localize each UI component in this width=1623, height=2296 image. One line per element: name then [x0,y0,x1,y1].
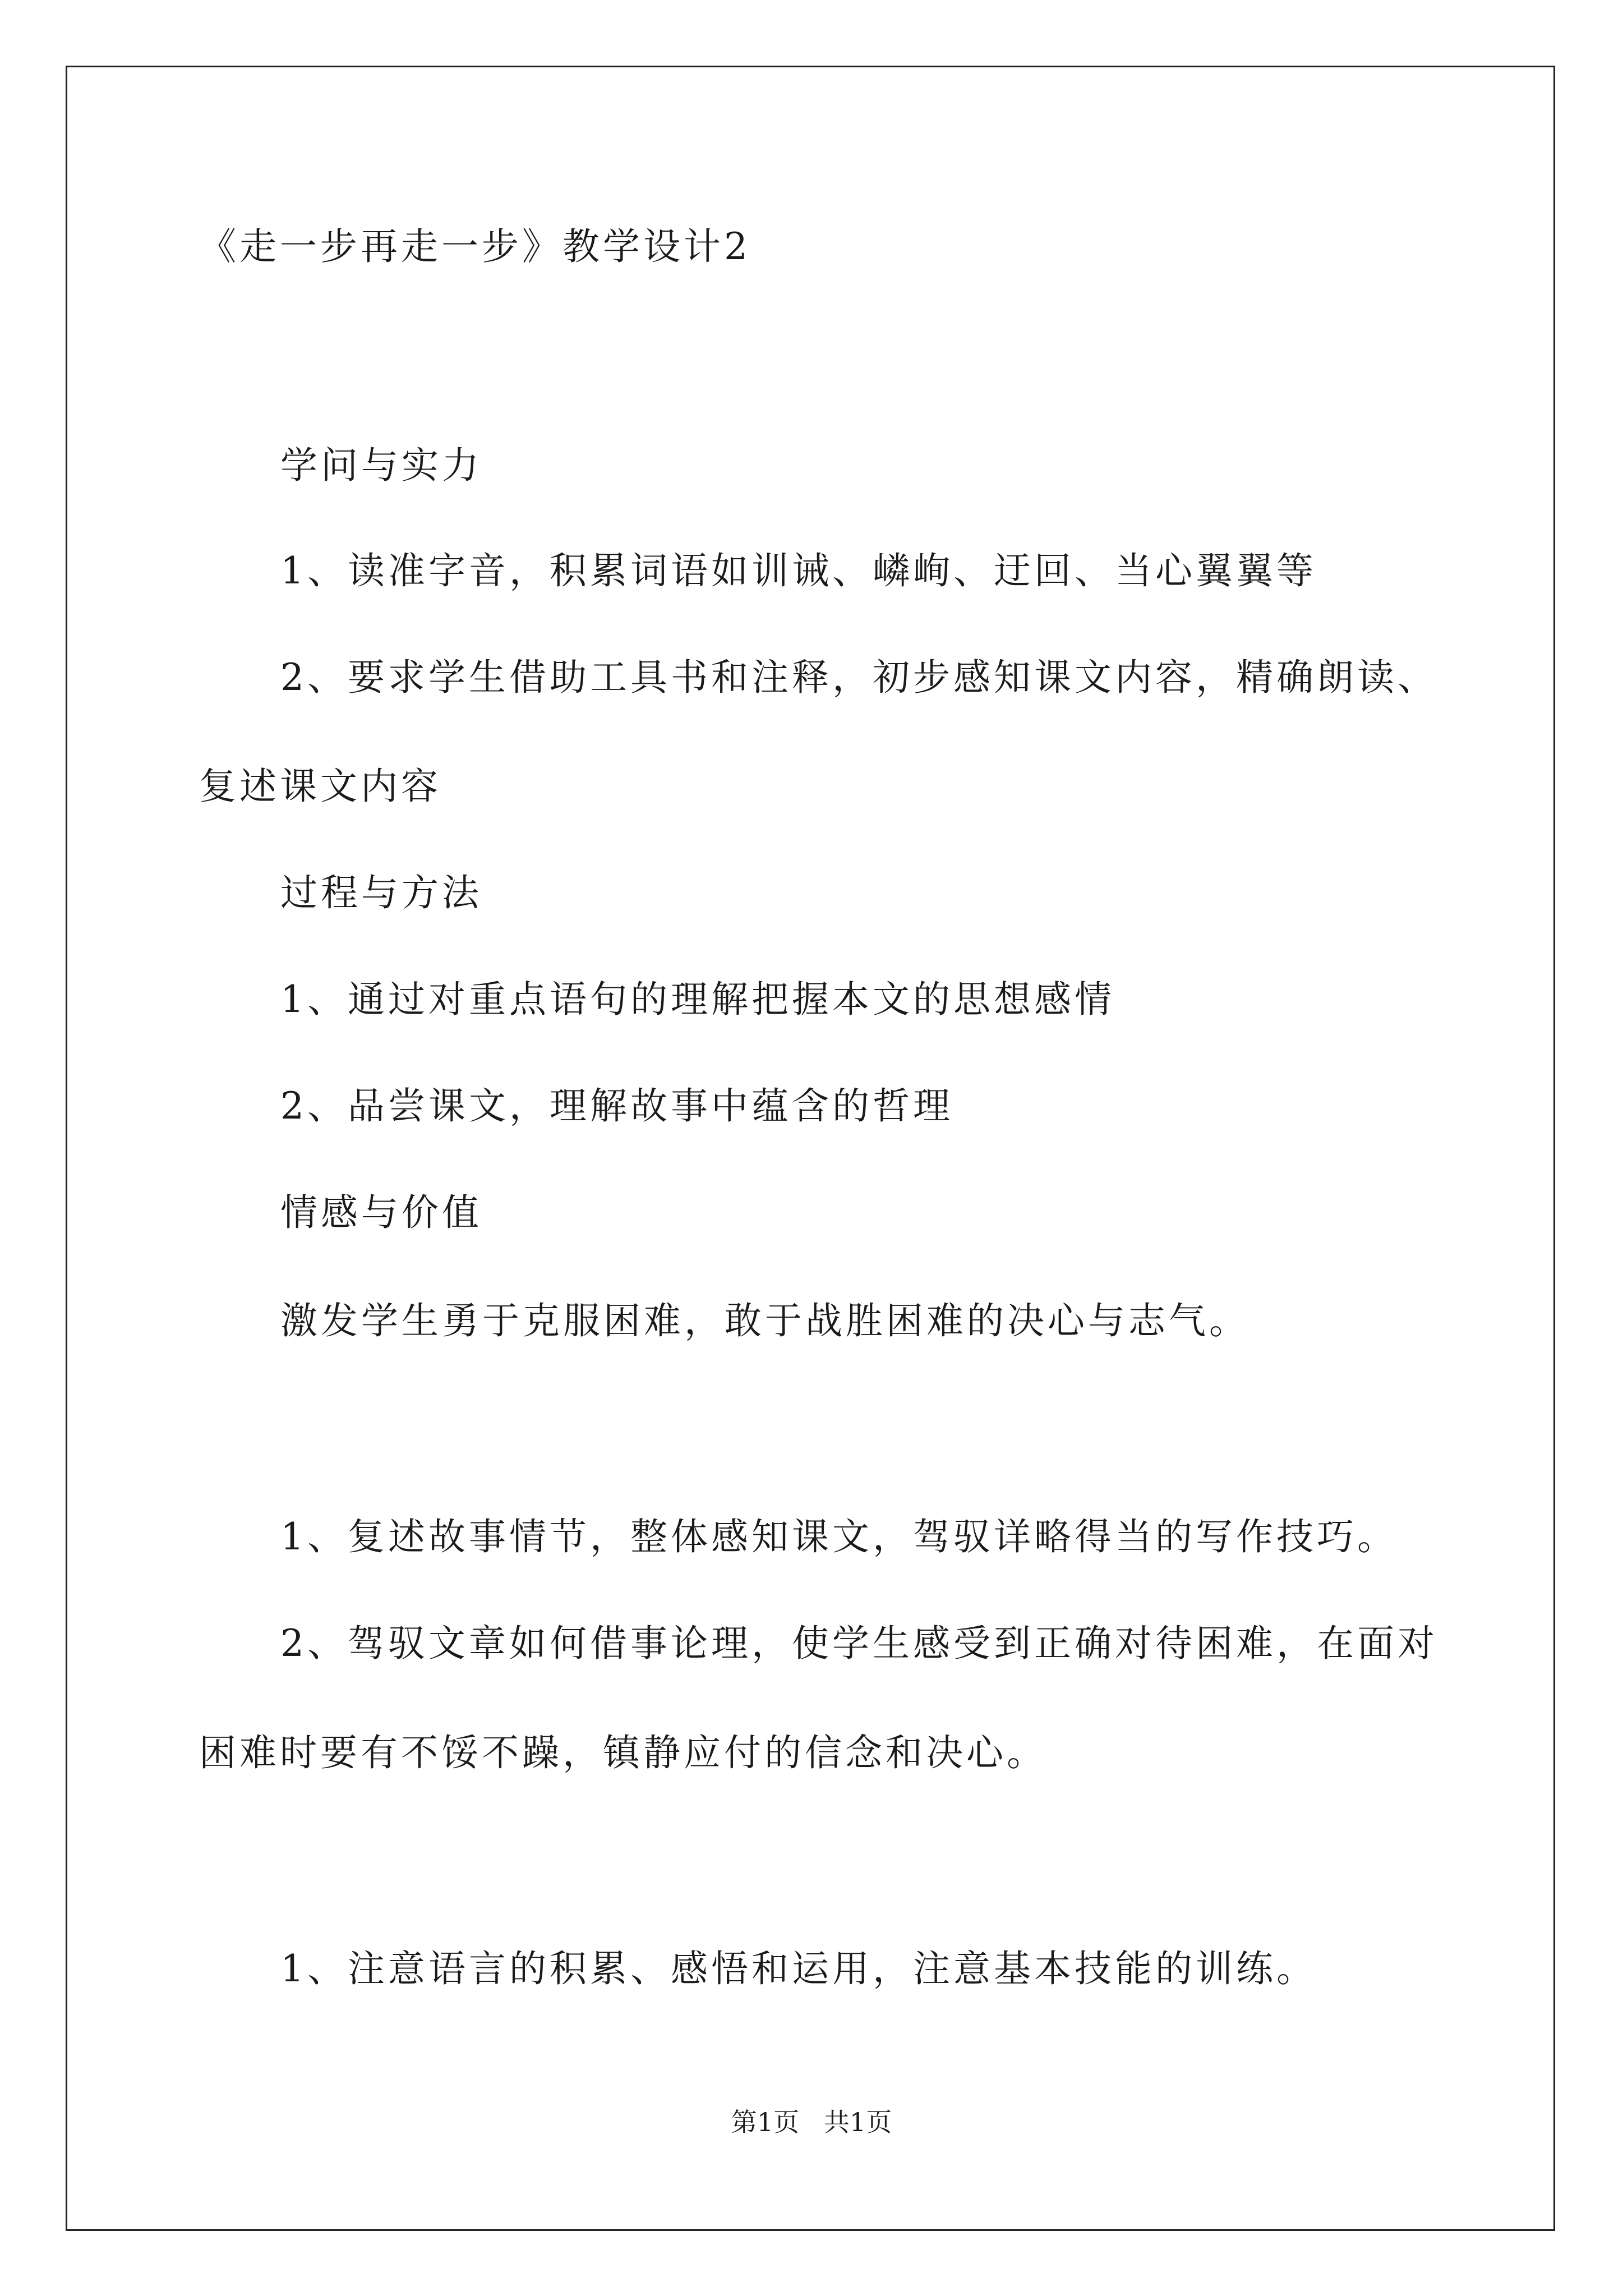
paragraph-line: 困难时要有不馁不躁，镇静应付的信念和决心。 [199,1731,1047,1774]
paragraph-line: 1、注意语言的积累、感悟和运用，注意基本技能的训练。 [280,1947,1317,1990]
page-footer: 第1页 共1页 [731,2107,892,2137]
paragraph-line: 激发学生勇于克服困难，敢于战胜困难的决心与志气。 [280,1299,1249,1342]
paragraph-line: 2、驾驭文章如何借事论理，使学生感受到正确对待困难，在面对 [280,1622,1438,1665]
paragraph-line: 1、读准字音，积累词语如训诫、嶙峋、迂回、当心翼翼等 [280,549,1317,592]
paragraph-line: 1、通过对重点语句的理解把握本文的思想感情 [280,978,1115,1021]
paragraph-line: 2、要求学生借助工具书和注释，初步感知课文内容，精确朗读、 [280,656,1438,699]
section-heading-knowledge: 学问与实力 [280,444,482,487]
paragraph-line: 2、品尝课文，理解故事中蕴含的哲理 [280,1084,953,1128]
section-heading-emotion: 情感与价值 [280,1191,482,1234]
paragraph-line: 1、复述故事情节，整体感知课文，驾驭详略得当的写作技巧。 [280,1515,1398,1558]
paragraph-line: 复述课文内容 [199,765,441,808]
section-heading-process: 过程与方法 [280,871,482,914]
page-border [66,66,1555,2231]
document-title: 《走一步再走一步》教学设计2 [199,225,751,268]
